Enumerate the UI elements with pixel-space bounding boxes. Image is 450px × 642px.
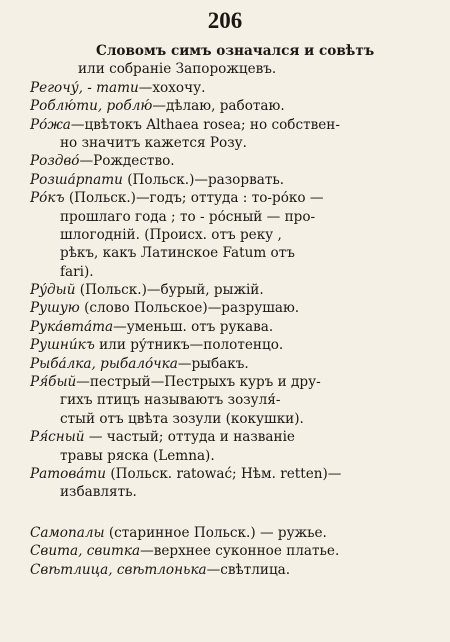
definition: —хохочу. xyxy=(138,79,206,96)
dictionary-entry xyxy=(30,524,425,542)
headword: Ря́сный xyxy=(30,429,85,446)
definition: (Польск.)—годъ; оттуда : то-ро́ко — xyxy=(64,190,324,207)
definition-continuation: fari). xyxy=(60,263,94,280)
definition: (Польск.)—бурый, рыжій. xyxy=(75,282,264,299)
headword: Свѣтлица, свѣтлонька xyxy=(30,561,207,578)
definition: —рыбакъ. xyxy=(177,355,249,372)
definition-continuation: стый отъ цвѣта зозули (кокушки). xyxy=(60,410,304,427)
dictionary-entry xyxy=(30,171,425,189)
dictionary-entry xyxy=(30,428,425,465)
page-content xyxy=(30,42,425,579)
definition-continuation: гихъ птицъ называютъ зозуля́- xyxy=(60,392,281,409)
definition-continuation: избавлять. xyxy=(60,484,137,501)
headword: Регочу́, - тати xyxy=(30,79,139,96)
dictionary-entry xyxy=(30,355,425,373)
dictionary-entry xyxy=(30,189,425,281)
definition-continuation: шлогодній. (Происх. отъ реку , xyxy=(60,226,282,243)
definition-continuation: но значитъ кажется Розу. xyxy=(60,134,247,151)
text-line: или собраніе Запорожцевъ. xyxy=(78,61,277,78)
definition-continuation: рѣкъ, какъ Латинское Fatum отъ xyxy=(60,245,295,262)
dictionary-entry xyxy=(30,116,425,153)
definition: (Польск. ratować; Нѣм. retten)— xyxy=(106,465,342,482)
section-gap xyxy=(30,502,425,524)
definition: —дѣлаю, работаю. xyxy=(152,98,285,115)
dictionary-entry xyxy=(30,299,425,317)
headword: Ро́къ xyxy=(30,190,65,207)
page-number: 206 xyxy=(207,8,243,33)
definition-continuation: прошлаго года ; то - ро́сный — про- xyxy=(60,208,316,225)
headword: Свита, свитка xyxy=(30,543,141,560)
dictionary-entry xyxy=(30,152,425,170)
definition: (слово Польское)—разрушаю. xyxy=(79,300,300,317)
dictionary-entry xyxy=(30,281,425,299)
headword: Роблю́ти, роблю́ xyxy=(30,98,153,115)
headword: Ратова́ти xyxy=(30,465,106,482)
definition: —верхнее суконное платье. xyxy=(140,543,340,560)
definition: —свѣтлица. xyxy=(206,561,291,578)
dictionary-entry xyxy=(30,79,425,97)
dictionary-entry xyxy=(30,97,425,115)
definition: —Рождество. xyxy=(79,153,175,170)
dictionary-entry xyxy=(30,542,425,560)
headword: Ро́жа xyxy=(30,116,71,133)
dictionary-entry xyxy=(30,373,425,428)
headword: Ру́дый xyxy=(30,282,76,299)
definition-continuation: травы ряска (Lemna). xyxy=(60,447,215,464)
text-line: Словомъ симъ означался и совѣтъ xyxy=(96,43,375,59)
headword: Рушую xyxy=(30,300,80,317)
headword: Роздво́ xyxy=(30,153,80,170)
dictionary-entry xyxy=(30,465,425,502)
headword: Самопалы xyxy=(30,524,105,541)
headword: Розша́рпати xyxy=(30,171,123,188)
headword: Рушни́къ xyxy=(30,337,95,354)
dictionary-entry xyxy=(30,561,425,579)
definition: (старинное Польск.) — ружье. xyxy=(104,524,327,541)
dictionary-entry xyxy=(30,336,425,354)
dictionary-entry xyxy=(30,318,425,336)
definition: —цвѣтокъ Althaea rosea; но собствен- xyxy=(70,116,340,133)
definition: — частый; оттуда и названіе xyxy=(84,429,295,446)
headword: Рука́вта́та xyxy=(30,318,114,335)
definition: или ру́тникъ—полотенцо. xyxy=(94,337,284,354)
definition: —пестрый—Пестрыхъ куръ и дру- xyxy=(76,374,321,391)
headword: Рыба́лка, рыбало́чка xyxy=(30,355,178,372)
headword: Ря́бый xyxy=(30,374,77,391)
definition: —уменьш. отъ рукава. xyxy=(113,318,274,335)
definition: (Польск.)—разорвать. xyxy=(122,171,285,188)
